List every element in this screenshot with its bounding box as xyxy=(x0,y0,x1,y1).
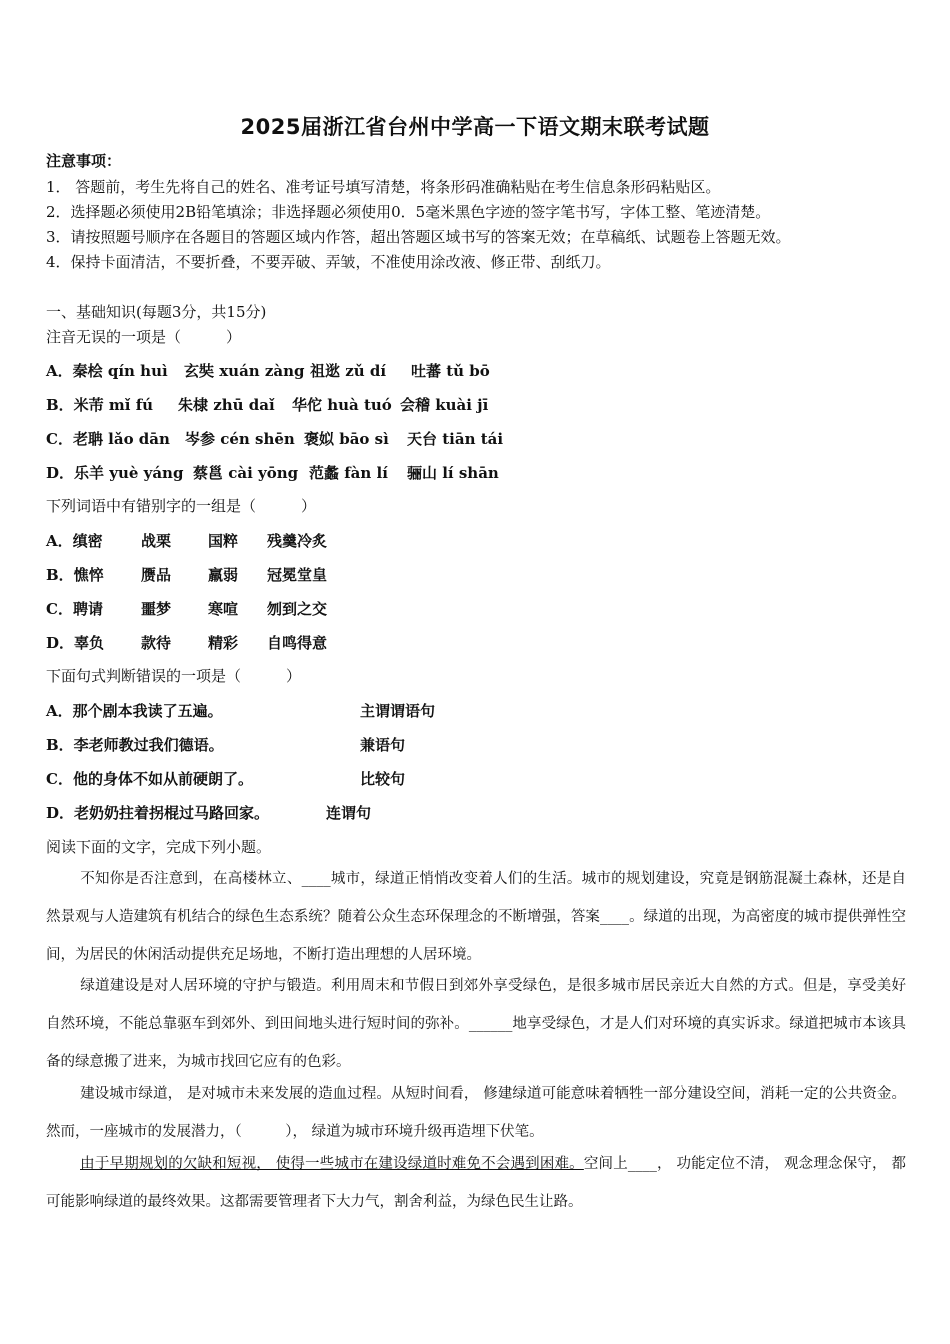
q1-option-a-1: A．秦桧 qín huì xyxy=(46,362,168,380)
q1-option-d-4: 骊山 lí shān xyxy=(407,464,499,482)
q3-stem: 下面句式判断错误的一项是（ ） xyxy=(46,667,302,685)
q1-stem: 注音无误的一项是（ ） xyxy=(46,328,242,346)
notice-item-2: 2．选择题必须使用2B铅笔填涂；非选择题必须使用0．5毫米黑色字迹的签字笔书写，字体工整、笔迹清楚。 xyxy=(46,203,771,221)
reading-paragraph-4-text: 空间上____， 功能定位不清， 观念理念保守， 都可能影响绿道的最终效果。这都需要管理者下大力气，割舍利益，为绿色民生让路。 xyxy=(46,1156,907,1210)
q1-option-d-2: 蔡邕 cài yōng xyxy=(193,464,299,482)
q2-option-c-1: C．聘请 xyxy=(46,600,103,618)
q2-option-d-2: 款待 xyxy=(141,634,172,652)
q1-option-a-2: 玄奘 xuán zàng xyxy=(184,362,305,380)
q2-option-b-3: 羸弱 xyxy=(208,566,239,584)
q2-option-a-4: 残羹冷炙 xyxy=(267,532,328,550)
notice-item-4: 4．保持卡面清洁，不要折叠，不要弄破、弄皱，不准使用涂改液、修正带、刮纸刀。 xyxy=(46,253,611,271)
q1-option-b-1: B．米芾 mǐ fú xyxy=(46,396,154,414)
q2-option-a-1: A．缜密 xyxy=(46,532,103,550)
q1-option-c-4: 天台 tiān tái xyxy=(407,430,504,448)
q2-option-d-4: 自鸣得意 xyxy=(267,634,328,652)
q2-option-b-4: 冠冕堂皇 xyxy=(267,566,328,584)
q1-option-b-3: 华佗 huà tuó xyxy=(292,396,392,414)
underlined-sentence: 由于早期规划的欠缺和短视， 使得一些城市在建设绿道时难免不会遇到困难。 xyxy=(80,1156,584,1172)
q1-option-d-1: D．乐羊 yuè yáng xyxy=(46,464,184,482)
q2-option-b-2: 赝品 xyxy=(141,566,172,584)
q2-stem: 下列词语中有错别字的一组是（ ） xyxy=(46,497,317,515)
q3-option-b-type: 兼语句 xyxy=(360,736,406,754)
exam-title: 2025届浙江省台州中学高一下语文期末联考试题 xyxy=(240,115,710,139)
q3-option-b-sentence: B．李老师教过我们德语。 xyxy=(46,736,224,754)
q3-option-c-type: 比较句 xyxy=(360,770,406,788)
reading-intro: 阅读下面的文字，完成下列小题。 xyxy=(46,838,272,856)
q1-option-d-3: 范蠡 fàn lí xyxy=(309,464,388,482)
reading-paragraph-4 xyxy=(46,1145,906,1221)
q2-option-c-3: 寒喧 xyxy=(208,600,239,618)
reading-paragraph-2-text: 绿道建设是对人居环境的守护与锻造。利用周末和节假日到郊外享受绿色，是很多城市居民亲近大自然的方式。但是，享受美好自然环境，不能总靠驱车到郊外、到田间地头进行短时间的弥补。______地享受绿色，才是人们对环境的真实诉求。绿道把城市本该具备的绿意搬了进来，为城市找回它应有的色彩。 xyxy=(46,978,906,1070)
reading-paragraph-3-text: 建设城市绿道， 是对城市未来发展的造血过程。从短时间看， 修建绿道可能意味着牺牲一部分建设空间，消耗一定的公共资金。然而，一座城市的发展潜力，（ ）， 绿道为城市环境升级再造埋下伏笔。 xyxy=(46,1086,906,1140)
q2-option-d-3: 精彩 xyxy=(208,634,239,652)
q3-option-d-type: 连谓句 xyxy=(326,804,372,822)
q1-option-b-4: 会稽 kuài jī xyxy=(400,396,489,414)
q2-option-a-3: 国粹 xyxy=(208,532,239,550)
notice-heading: 注意事项： xyxy=(46,152,122,170)
q2-option-b-1: B．憔悴 xyxy=(46,566,104,584)
q3-option-a-type: 主谓谓语句 xyxy=(360,702,436,720)
q2-option-a-2: 战栗 xyxy=(141,532,172,550)
notice-item-3: 3．请按照题号顺序在各题目的答题区域内作答，超出答题区域书写的答案无效；在草稿纸、试题卷上答题无效。 xyxy=(46,228,791,246)
q3-option-d-sentence: D．老奶奶拄着拐棍过马路回家。 xyxy=(46,804,270,822)
notice-item-1: 1． 答题前，考生先将自己的姓名、准考证号填写清楚，将条形码准确粘贴在考生信息条形码粘贴区。 xyxy=(46,178,721,196)
q1-option-c-1: C．老聃 lǎo dān xyxy=(46,430,170,448)
reading-paragraph-1-text: 不知你是否注意到，在高楼林立、____城市，绿道正悄悄改变着人们的生活。城市的规划建设，究竟是钢筋混凝土森林，还是自然景观与人造建筑有机结合的绿色生态系统？随着公众生态环保理念的不断增强，答案____。绿道的出现，为高密度的城市提供弹性空间，为居民的休闲活动提供充足场地，不断打造出理想的人居环境。 xyxy=(46,871,906,963)
q1-option-b-2: 朱棣 zhū daǐ xyxy=(178,396,275,414)
q1-option-c-2: 岑参 cén shēn xyxy=(185,430,295,448)
reading-paragraph-1 xyxy=(46,860,906,974)
q2-option-c-4: 刎到之交 xyxy=(267,600,328,618)
q1-option-c-3: 褒姒 bāo sì xyxy=(304,430,389,448)
q1-option-a-3: 祖逖 zǔ dí xyxy=(310,362,387,380)
reading-paragraph-2 xyxy=(46,967,906,1081)
q3-option-a-sentence: A．那个剧本我读了五遍。 xyxy=(46,702,223,720)
q2-option-d-1: D．辜负 xyxy=(46,634,105,652)
q2-option-c-2: 噩梦 xyxy=(141,600,172,618)
section1-heading: 一、基础知识(每题3分，共15分) xyxy=(46,303,267,321)
reading-paragraph-3 xyxy=(46,1075,906,1151)
q1-option-a-4: 吐蕃 tǔ bō xyxy=(411,362,490,380)
q3-option-c-sentence: C．他的身体不如从前硬朗了。 xyxy=(46,770,253,788)
